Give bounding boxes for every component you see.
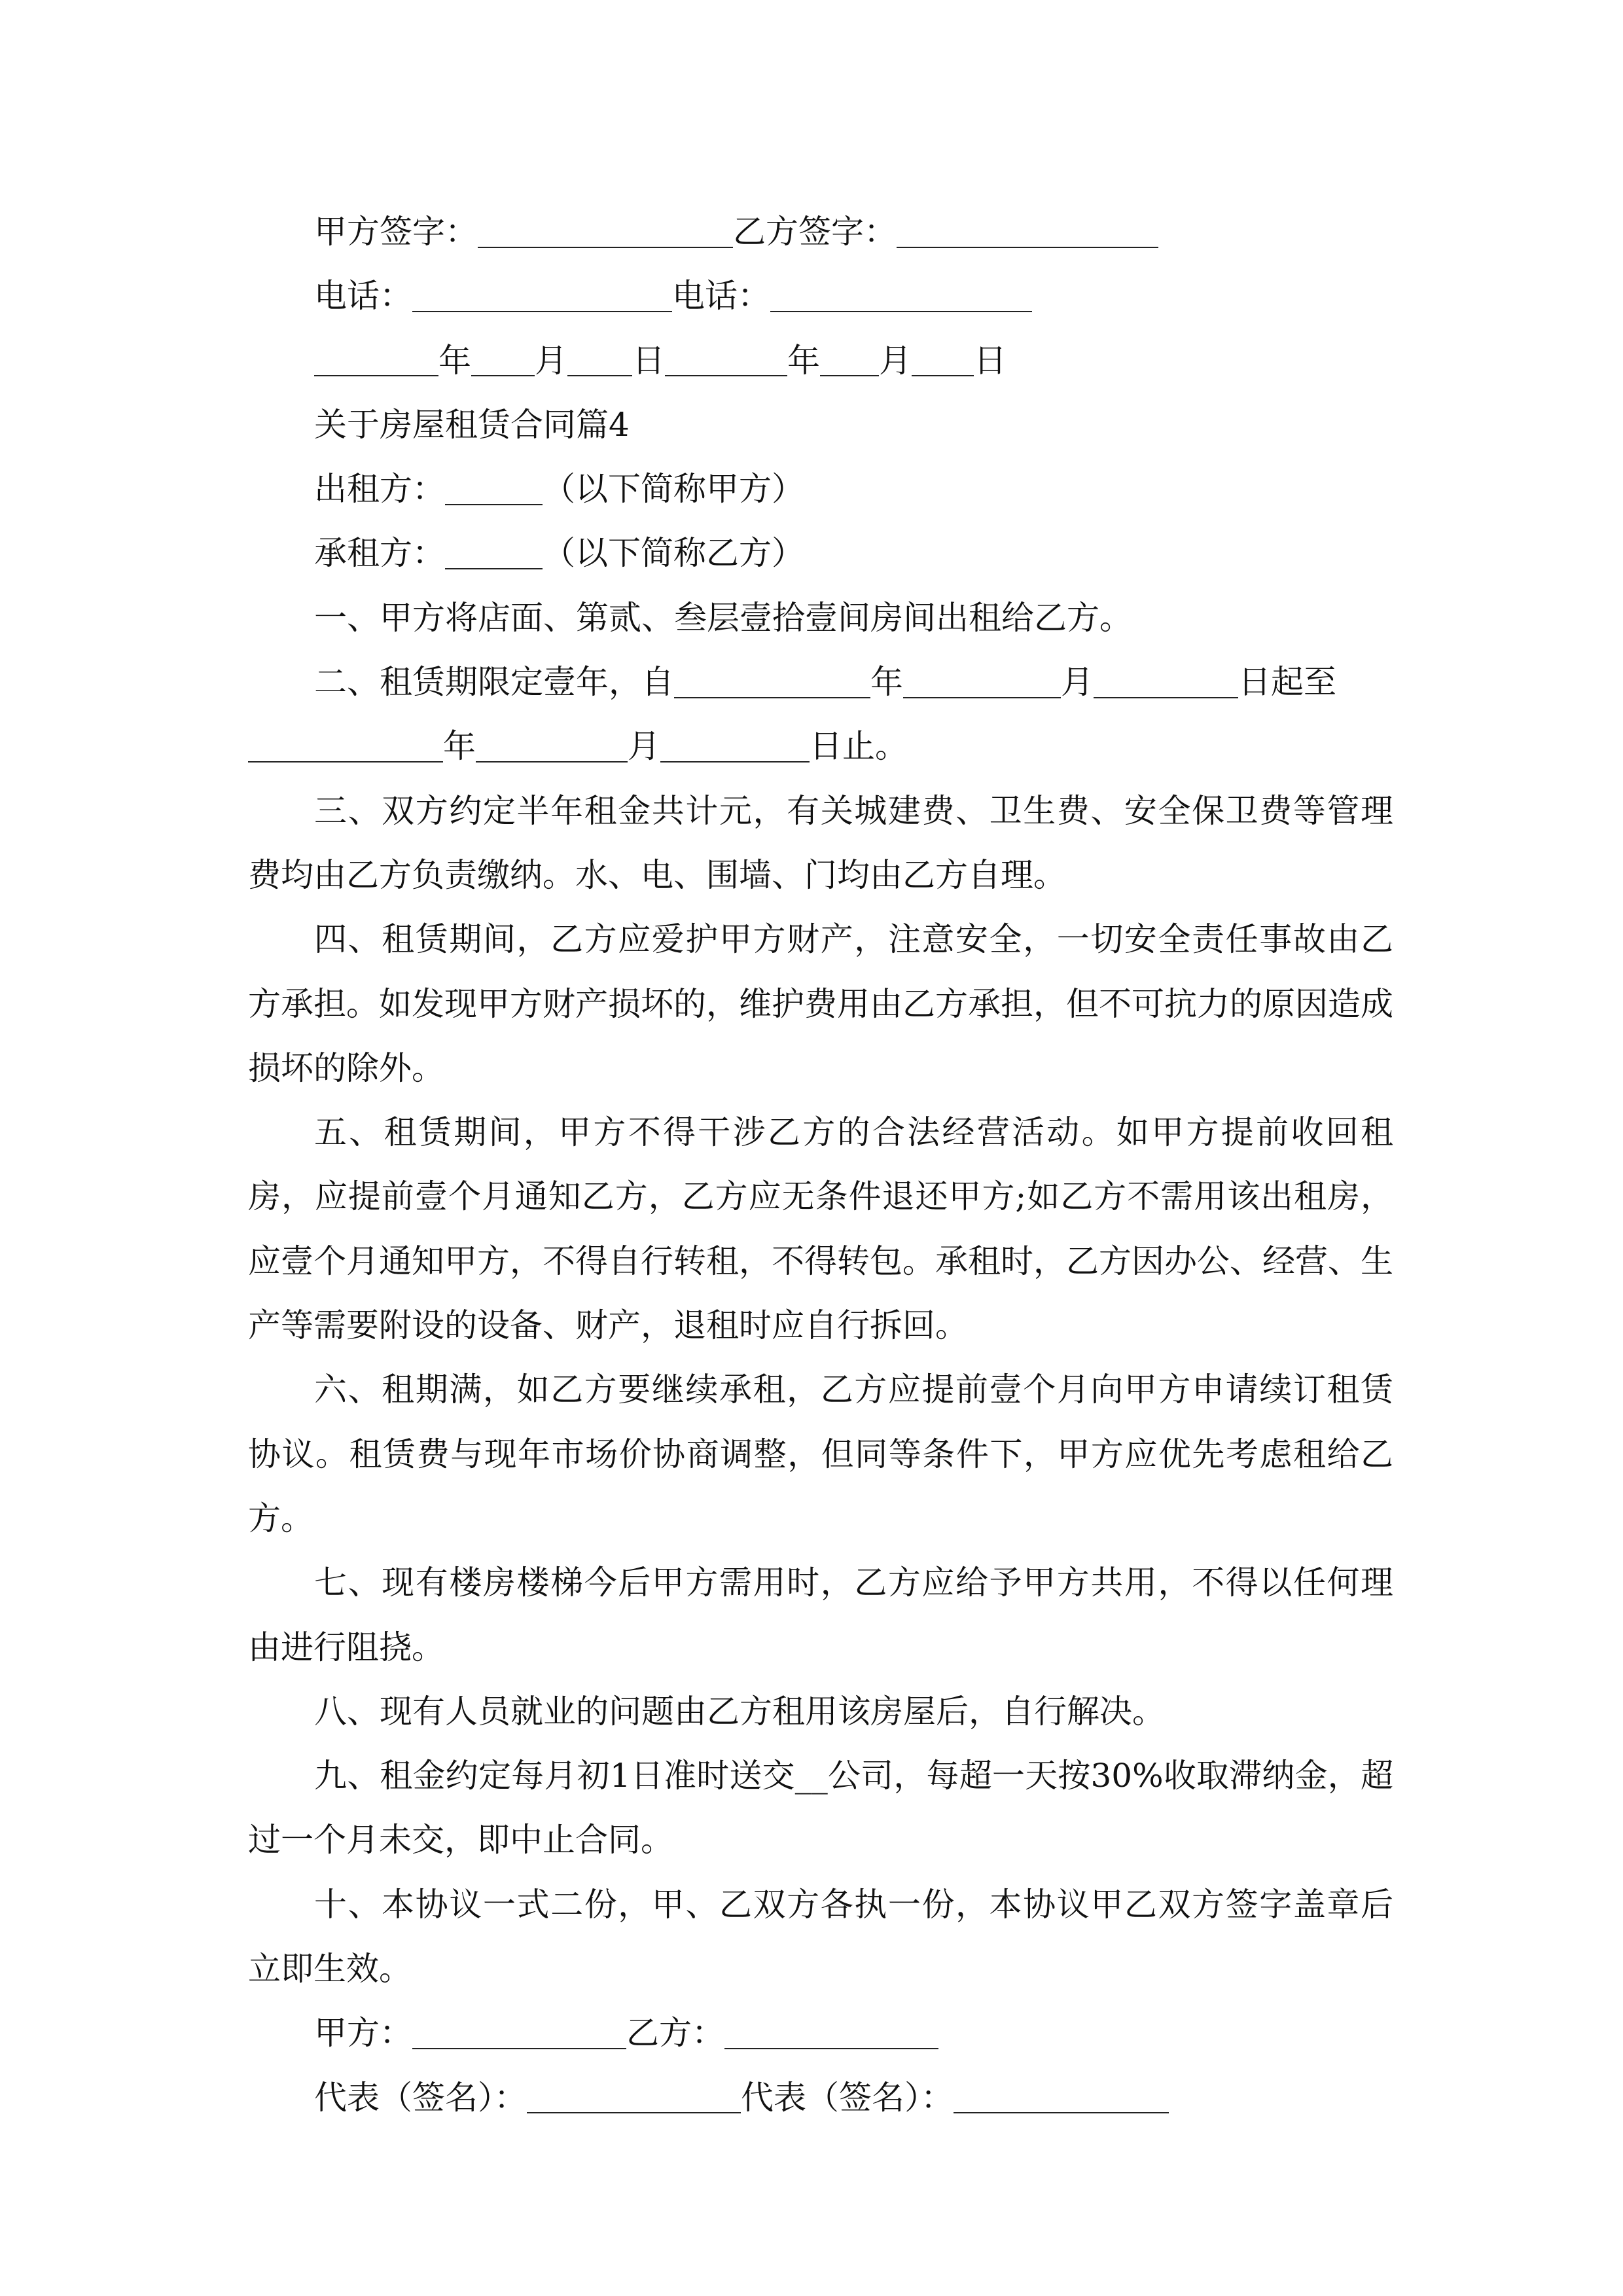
month-label: 月 xyxy=(1061,663,1094,702)
month-label: 月 xyxy=(879,341,912,380)
section-title: 关于房屋租赁合同篇4 xyxy=(314,405,630,444)
month-label: 月 xyxy=(628,727,660,766)
start-day-blank xyxy=(1094,664,1238,698)
phone-line xyxy=(314,264,1393,328)
party-a-label: 甲方： xyxy=(314,2014,412,2053)
party-a-sign-label: 甲方签字： xyxy=(314,213,478,251)
year-label: 年 xyxy=(443,727,476,766)
party-b-label: 乙方： xyxy=(626,2014,724,2053)
clause-2-prefix: 二、租赁期限定壹年，自 xyxy=(314,663,674,702)
party-b-sign-blank xyxy=(897,214,1158,248)
lessee-label: 承租方： xyxy=(314,534,445,573)
clause-7: 七、现有楼房楼梯今后甲方需用时，乙方应给予甲方共用，不得以任何理由进行阻挠。 xyxy=(248,1564,1393,1666)
clause-2-line-2 xyxy=(248,714,1393,778)
clause-8: 八、现有人员就业的问题由乙方租用该房屋后，自行解决。 xyxy=(314,1692,1165,1731)
end-day-blank xyxy=(660,728,810,762)
day-label: 日 xyxy=(632,341,665,380)
clause-4: 四、租赁期间，乙方应爱护甲方财产，注意安全，一切安全责任事故由乙方承担。如发现甲方财产损坏的，维护费用由乙方承担，但不可抗力的原因造成损坏的除外。 xyxy=(248,920,1393,1087)
year-label: 年 xyxy=(438,341,471,380)
day-blank xyxy=(567,342,632,376)
clause-6: 六、租期满，如乙方要继续承租，乙方应提前壹个月向甲方申请续订租赁协议。租赁费与现年市场价协商调整，但同等条件下，甲方应优先考虑租给乙方。 xyxy=(248,1371,1393,1537)
phone-a-label: 电话： xyxy=(314,277,412,315)
rep-a-blank xyxy=(527,2079,741,2113)
start-month-blank xyxy=(903,664,1061,698)
party-signature-line xyxy=(314,2001,1393,2065)
day-blank xyxy=(912,342,974,376)
rep-a-label: 代表（签名）： xyxy=(314,2078,527,2117)
month-label: 月 xyxy=(535,341,567,380)
year-blank xyxy=(665,342,787,376)
end-month-blank xyxy=(476,728,628,762)
month-blank xyxy=(471,342,535,376)
day-from-label: 日起至 xyxy=(1238,663,1336,702)
phone-a-blank xyxy=(412,278,672,312)
month-blank xyxy=(820,342,879,376)
party-b-blank xyxy=(724,2015,938,2049)
date-line xyxy=(314,329,1393,393)
lessor-label: 出租方： xyxy=(314,470,445,509)
end-year-blank xyxy=(248,728,443,762)
year-label: 年 xyxy=(787,341,820,380)
clause-2-line-1 xyxy=(314,650,1393,714)
day-to-label: 日止。 xyxy=(810,727,908,766)
clause-9: 九、租金约定每月初1日准时送交__公司，每超一天按30%收取滞纳金，超过一个月未交，即中止合同。 xyxy=(248,1757,1393,1859)
start-year-blank xyxy=(674,664,870,698)
lessor-note: （以下简称甲方） xyxy=(543,470,804,509)
lessee-blank xyxy=(445,535,543,569)
clause-1: 一、甲方将店面、第贰、叁层壹拾壹间房间出租给乙方。 xyxy=(314,598,1132,637)
representative-line xyxy=(314,2066,1393,2130)
clause-3: 三、双方约定半年租金共计元，有关城建费、卫生费、安全保卫费等管理费均由乙方负责缴纳。水、电、围墙、门均由乙方自理。 xyxy=(248,791,1393,894)
clause-10: 十、本协议一式二份，甲、乙双方各执一份，本协议甲乙双方签字盖章后立即生效。 xyxy=(248,1885,1393,1988)
party-a-sign-blank xyxy=(478,214,733,248)
clause-5: 五、租赁期间，甲方不得干涉乙方的合法经营活动。如甲方提前收回租房，应提前壹个月通知乙方，乙方应无条件退还甲方;如乙方不需用该出租房，应壹个月通知甲方，不得自行转租，不得转包。承租时，乙方因办公、经营、生产等需要附设的设备、财产，退租时应自行拆回。 xyxy=(248,1113,1393,1345)
signature-line xyxy=(314,200,1393,264)
lessee-line xyxy=(314,521,1393,585)
party-a-blank xyxy=(412,2015,626,2049)
party-b-sign-label: 乙方签字： xyxy=(733,213,897,251)
lessor-line xyxy=(314,457,1393,521)
year-blank xyxy=(314,342,438,376)
lessor-blank xyxy=(445,471,543,505)
rep-b-blank xyxy=(954,2079,1169,2113)
lessee-note: （以下简称乙方） xyxy=(543,534,804,573)
year-label: 年 xyxy=(870,663,903,702)
phone-b-blank xyxy=(770,278,1032,312)
day-label: 日 xyxy=(974,341,1007,380)
contract-page xyxy=(248,200,1393,2130)
rep-b-label: 代表（签名）： xyxy=(741,2078,954,2117)
phone-b-label: 电话： xyxy=(672,277,770,315)
